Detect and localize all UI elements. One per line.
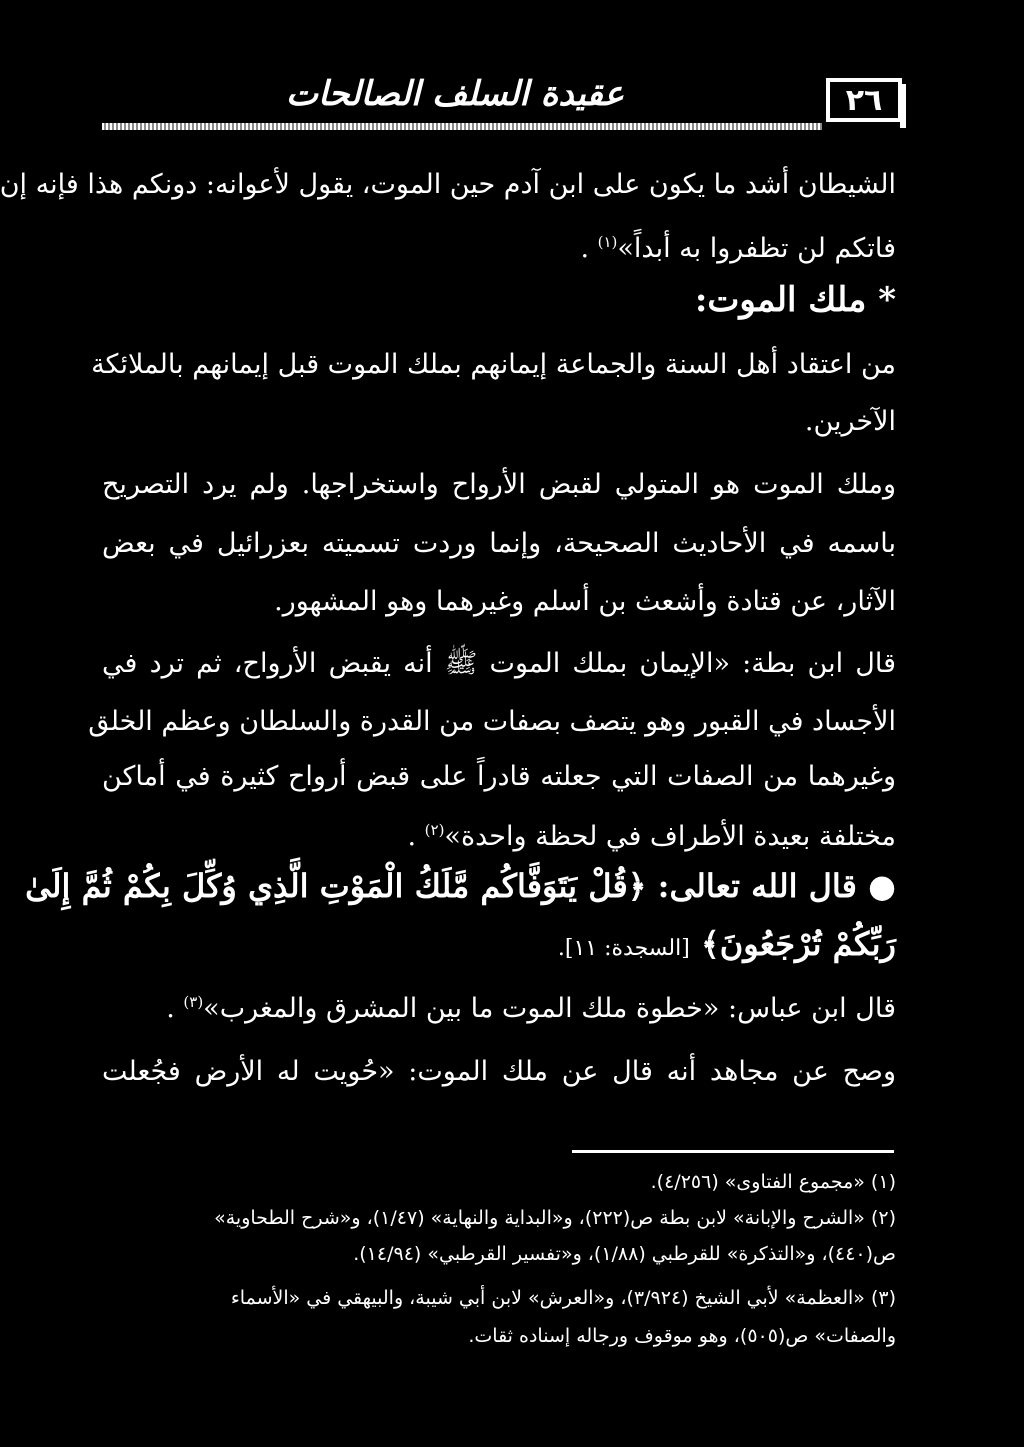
page-number: ٢٦ xyxy=(826,78,902,122)
ibn-abbas-text: قال ابن عباس: «خطوة ملك الموت ما بين المشرق والمغرب» xyxy=(203,993,896,1024)
quran-verse-part1: ﴿قُلْ يَتَوَفَّاكُم مَّلَكُ الْمَوْتِ الَّذِي وُكِّلَ بِكُمْ ثُمَّ إِلَىٰ xyxy=(25,867,647,905)
body-line-7: الآثار، عن قتادة وأشعث بن أسلم وغيرهما وهو المشهور. xyxy=(274,586,896,617)
header-rule xyxy=(102,123,822,130)
quran-verse-part2: رَبِّكُمْ تُرْجَعُونَ﴾ xyxy=(700,925,896,963)
quran-line-2 xyxy=(102,918,896,975)
footnote-3-cont: والصفات» ص(٥٠٥)، وهو موقوف ورجاله إسناده ثقات. xyxy=(468,1325,896,1347)
footnote-2-cont: ص(٤٤٠)، و«التذكرة» للقرطبي (١/٨٨)، و«تفسير القرطبي» (١٤/٩٤). xyxy=(353,1243,896,1265)
running-title: عقيدة السلف الصالحات xyxy=(286,74,624,114)
body-line-9: الأجساد في القبور وهو يتصف بصفات من القدرة والسلطان وعظم الخلق xyxy=(88,706,896,737)
body-line-1: الشيطان أشد ما يكون على ابن آدم حين الموت، يقول لأعوانه: دونكم هذا فإنه إن xyxy=(0,169,896,200)
footnote-rule xyxy=(572,1150,894,1153)
quran-line-1: ● قال الله تعالى: ﴿قُلْ يَتَوَفَّاكُم مَّلَكُ الْمَوْتِ الَّذِي وُكِّلَ بِكُمْ ثُمَّ إِلَىٰ xyxy=(25,867,896,905)
footnote-mark-3: (٣) xyxy=(183,993,204,1011)
body-line-8: قال ابن بطة: «الإيمان بملك الموت ﷺ أنه يقبض الأرواح، ثم ترد في xyxy=(102,648,896,679)
footnote-2: (٢) «الشرح والإبانة» لابن بطة ص(٢٢٢)، و«البداية والنهاية» (١/٤٧)، و«شرح الطحاوية» xyxy=(214,1207,896,1229)
footnote-mark-2: (٢) xyxy=(424,821,445,839)
section-heading: * ملك الموت: xyxy=(694,280,896,320)
body-line-3: من اعتقاد أهل السنة والجماعة إيمانهم بملك الموت قبل إيمانهم بالملائكة xyxy=(91,349,896,380)
ibn-abbas-line: قال ابن عباس: «خطوة ملك الموت ما بين المشرق والمغرب»$^{(٣)}$ . xyxy=(166,993,896,1024)
footnote-3: (٣) «العظمة» لأبي الشيخ (٣/٩٢٤)، و«العرش» لابن أبي شيبة، والبيهقي في «الأسماء xyxy=(230,1287,896,1309)
footnote-1: (١) «مجموع الفتاوى» (٤/٢٥٦). xyxy=(650,1171,896,1193)
body-line-2: فاتكم لن تظفروا به أبداً»$^{(١)}$ . xyxy=(580,233,896,264)
body-line-10: وغيرهما من الصفات التي جعلته قادراً على قبض أرواح كثيرة في أماكن xyxy=(102,761,896,792)
quran-intro: قال الله تعالى: xyxy=(657,867,857,905)
body-line-2-text: فاتكم لن تظفروا به أبداً» xyxy=(617,233,896,264)
mujahid-line: وصح عن مجاهد أنه قال عن ملك الموت: «حُويت له الأرض فجُعلت xyxy=(102,1056,896,1087)
quran-reference: [السجدة: ١١]. xyxy=(557,936,690,961)
body-line-11: مختلفة بعيدة الأطراف في لحظة واحدة»$^{(٢)}$ . xyxy=(407,821,896,852)
body-line-11-text: مختلفة بعيدة الأطراف في لحظة واحدة» xyxy=(444,821,896,852)
footnote-mark-1: (١) xyxy=(597,233,618,251)
body-line-6: باسمه في الأحاديث الصحيحة، وإنما وردت تسميته بعزرائيل في بعض xyxy=(102,528,896,559)
body-line-4: الآخرين. xyxy=(804,406,896,437)
body-line-5: وملك الموت هو المتولي لقبض الأرواح واستخراجها. ولم يرد التصريح xyxy=(102,469,896,500)
